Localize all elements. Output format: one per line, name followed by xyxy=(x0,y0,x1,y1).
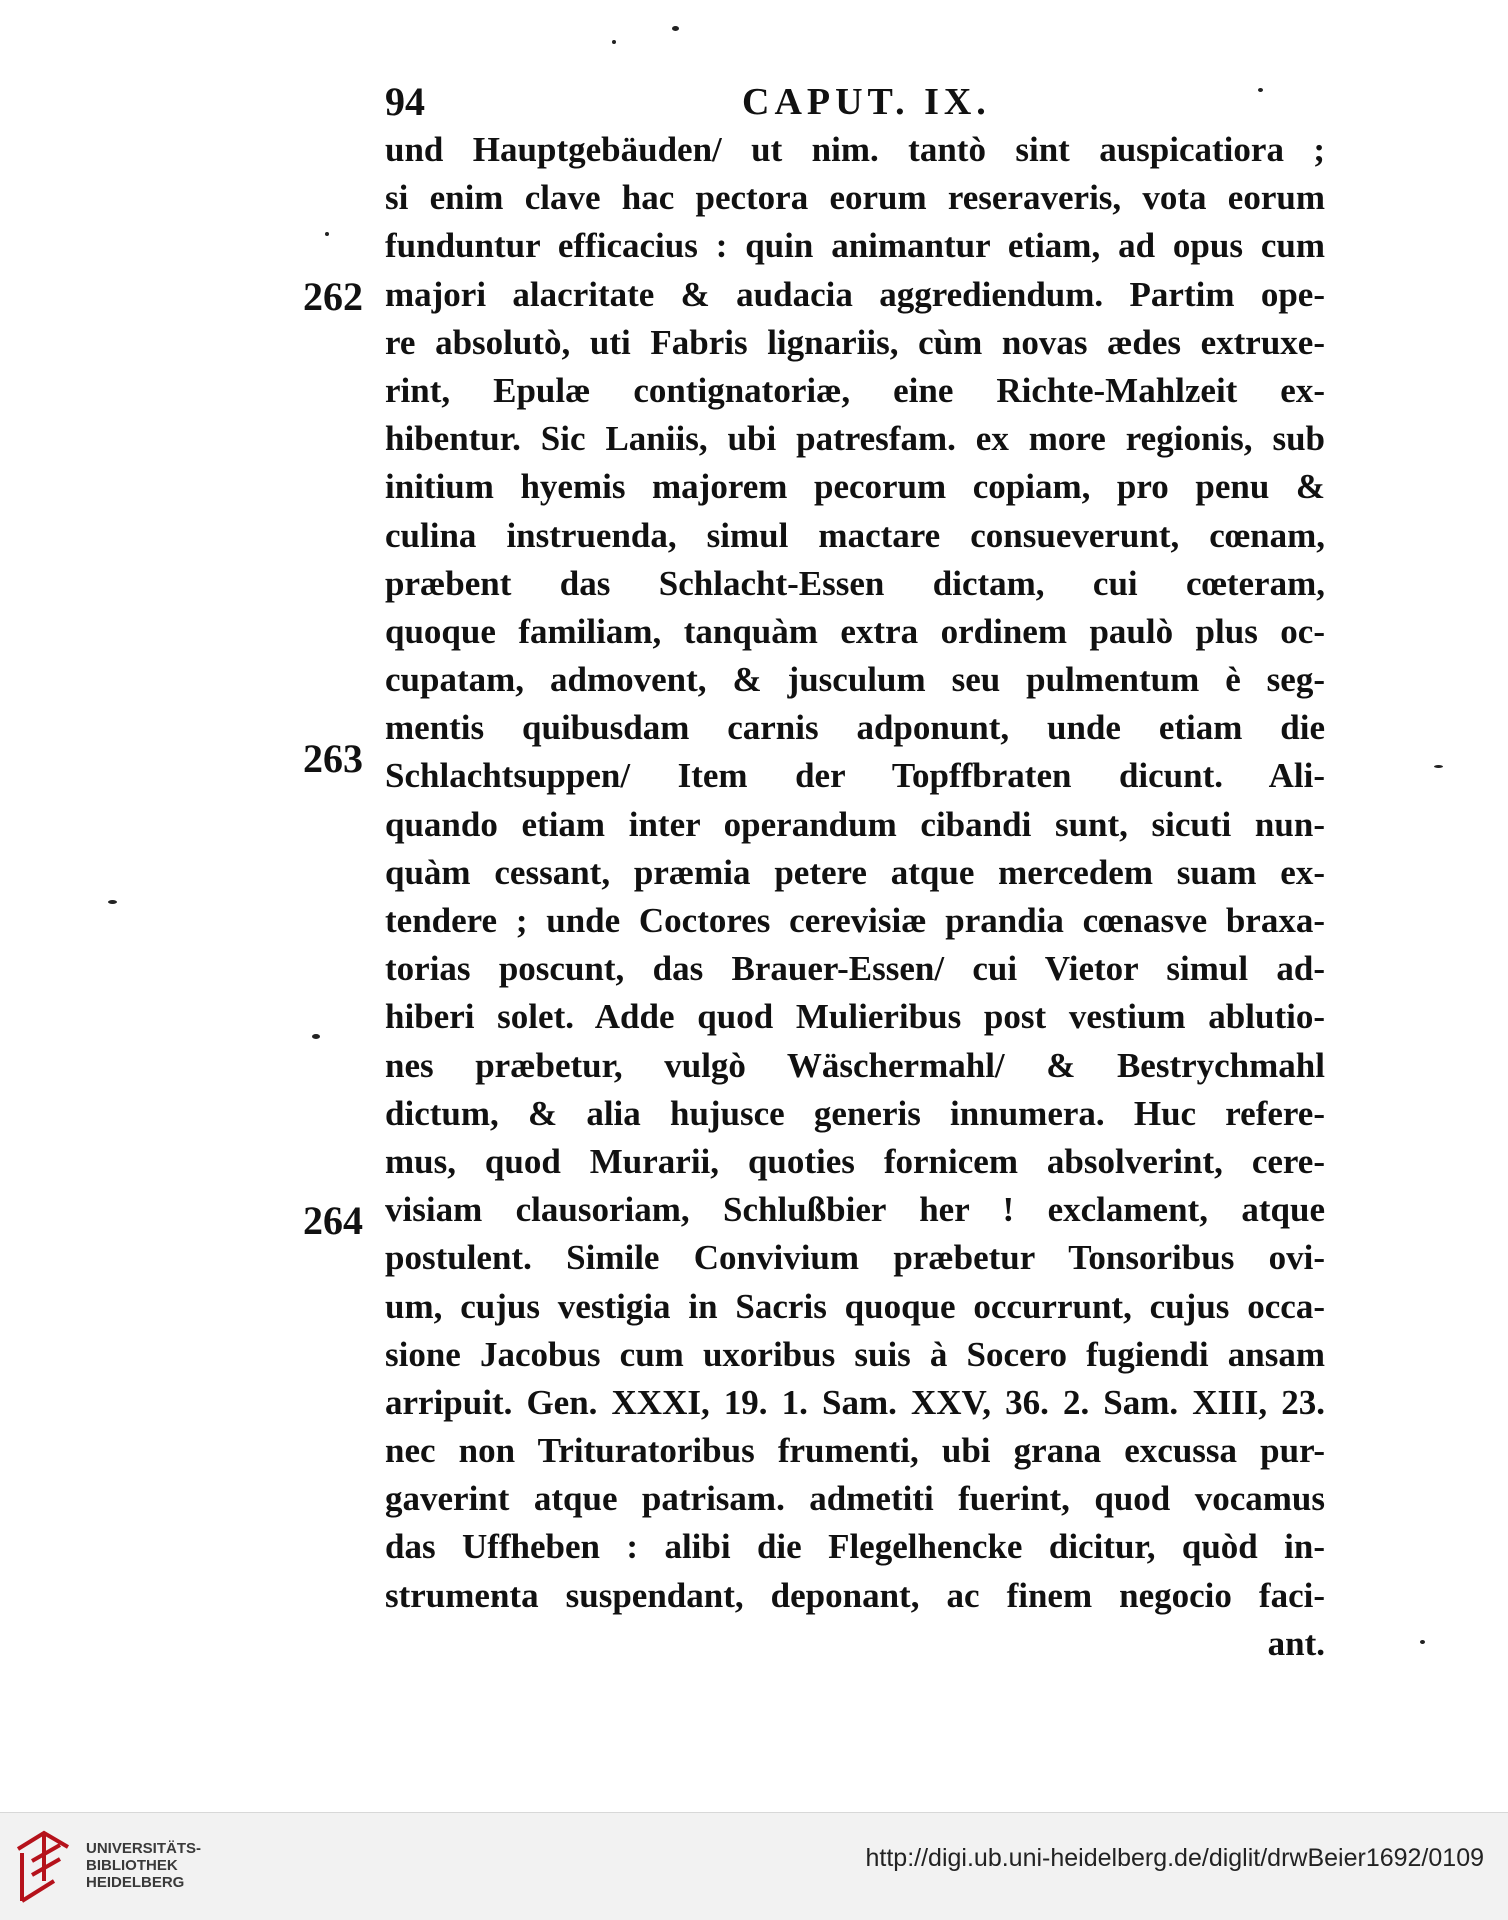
text-line: cupatam, admovent, & jusculum seu pulmentum è seg- xyxy=(385,660,1325,700)
text-line: quàm cessant, præmia petere atque mercedem suam ex- xyxy=(385,852,1325,892)
ink-speck xyxy=(1420,1640,1425,1644)
viewer-footer xyxy=(0,1812,1508,1920)
margin-number-263: 263 xyxy=(303,736,363,781)
text-line: initium hyemis majorem pecorum copiam, pro penu & xyxy=(385,467,1325,507)
permalink-url[interactable]: http://digi.ub.uni-heidelberg.de/diglit/drwBeier1692/0109 xyxy=(865,1844,1484,1872)
text-line: mus, quod Murarii, quoties fornicem absolverint, cere- xyxy=(385,1141,1325,1181)
text-line: majori alacritate & audacia aggrediendum. Partim ope- xyxy=(385,274,1325,314)
ink-speck xyxy=(108,900,117,904)
library-name-line: BIBLIOTHEK xyxy=(86,1857,178,1874)
page-number: 94 xyxy=(385,79,425,124)
ink-speck xyxy=(312,1034,320,1039)
text-line: dictum, & alia hujusce generis innumera. Huc refere- xyxy=(385,1093,1325,1133)
ink-speck xyxy=(672,26,679,31)
text-line: visiam clausoriam, Schlußbier her ! exclament, atque xyxy=(385,1190,1325,1230)
text-line: si enim clave hac pectora eorum reseraveris, vota eorum xyxy=(385,178,1325,218)
text-line: præbent das Schlacht-Essen dictam, cui cœteram, xyxy=(385,563,1325,603)
margin-number-264: 264 xyxy=(303,1198,363,1243)
text-line: strumenta suspendant, deponant, ac finem negocio faci- xyxy=(385,1575,1325,1615)
text-line: das Uffheben : alibi die Flegelhencke dicitur, quòd in- xyxy=(385,1527,1325,1567)
text-line: nes præbetur, vulgò Wäschermahl/ & Bestrychmahl xyxy=(385,1045,1325,1085)
library-logo-icon xyxy=(14,1827,76,1907)
text-line: Schlachtsuppen/ Item der Topffbraten dicunt. Ali- xyxy=(385,756,1325,796)
text-line: und Hauptgebäuden/ ut nim. tantò sint auspicatiora ; xyxy=(385,130,1325,169)
ink-speck xyxy=(325,232,329,236)
text-line: postulent. Simile Convivium præbetur Tonsoribus ovi- xyxy=(385,1238,1325,1278)
ink-speck xyxy=(1434,765,1443,768)
text-line: culina instruenda, simul mactare consueverunt, cœnam, xyxy=(385,515,1325,555)
text-line: rint, Epulæ contignatoriæ, eine Richte-Mahlzeit ex- xyxy=(385,370,1325,410)
library-name-line: HEIDELBERG xyxy=(86,1874,185,1891)
ink-speck xyxy=(612,40,616,44)
text-line: mentis quibusdam carnis adponunt, unde etiam die xyxy=(385,708,1325,748)
text-line: um, cujus vestigia in Sacris quoque occurrunt, cujus occa- xyxy=(385,1286,1325,1326)
text-line: gaverint atque patrisam. admetiti fuerint, quod vocamus xyxy=(385,1479,1325,1519)
running-head: CAPUT. IX. xyxy=(742,81,991,123)
text-line: ant. xyxy=(1267,1623,1325,1663)
library-name xyxy=(86,1840,201,1891)
text-line: sione Jacobus cum uxoribus suis à Socero fugiendi ansam xyxy=(385,1334,1325,1374)
text-line: quando etiam inter operandum cibandi sunt, sicuti nun- xyxy=(385,804,1325,844)
text-line: nec non Trituratoribus frumenti, ubi grana excussa pur- xyxy=(385,1431,1325,1471)
text-line: torias poscunt, das Brauer-Essen/ cui Vietor simul ad- xyxy=(385,949,1325,989)
text-line: arripuit. Gen. XXXI, 19. 1. Sam. XXV, 36. 2. Sam. XIII, 23. xyxy=(385,1382,1325,1422)
text-line: hibentur. Sic Laniis, ubi patresfam. ex more regionis, sub xyxy=(385,419,1325,459)
text-line: funduntur efficacius : quin animantur etiam, ad opus cum xyxy=(385,226,1325,266)
body-text xyxy=(385,126,1325,1668)
library-name-line: UNIVERSITÄTS- xyxy=(86,1840,202,1857)
page-header xyxy=(385,78,1305,130)
text-line: quoque familiam, tanquàm extra ordinem paulò plus oc- xyxy=(385,611,1325,651)
text-line: re absolutò, uti Fabris lignariis, cùm novas ædes extruxe- xyxy=(385,322,1325,362)
margin-number-262: 262 xyxy=(303,274,363,319)
text-line: hiberi solet. Adde quod Mulieribus post vestium ablutio- xyxy=(385,997,1325,1037)
text-line: tendere ; unde Coctores cerevisiæ prandia cœnasve braxa- xyxy=(385,901,1325,940)
